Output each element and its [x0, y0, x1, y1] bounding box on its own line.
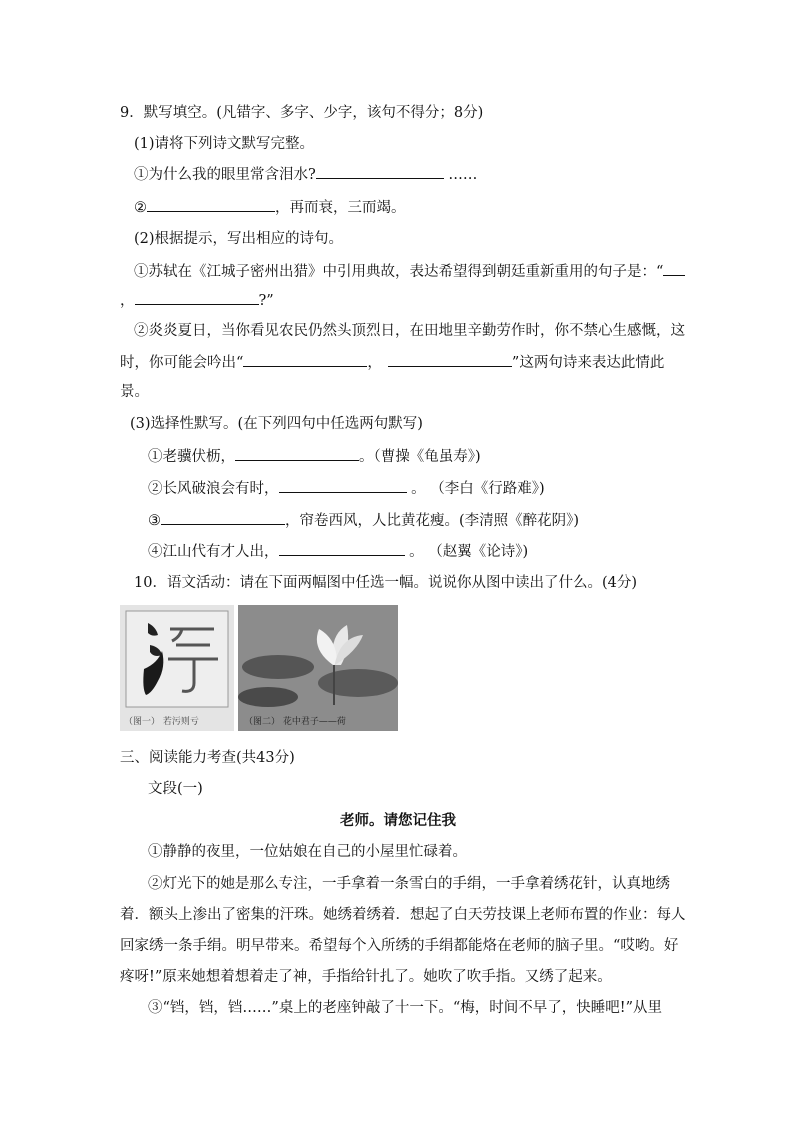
q9-part3-item3	[148, 510, 579, 531]
figure-one[interactable]	[120, 605, 234, 731]
q9-part2-item2-b: ，	[367, 355, 382, 371]
figure-two-caption: （图二） 花中君子——荷	[244, 717, 346, 727]
q9-part2-item1-line2	[120, 290, 274, 311]
q10-heading: 10．语文活动：请在下面两幅图中任选一幅。说说你从图中读出了什么。(4分)	[134, 575, 637, 591]
q9-part2-item2-a: 时，你可能会吟出“	[120, 355, 244, 371]
calligraphy-character-icon	[120, 605, 234, 731]
answer-blank[interactable]	[316, 164, 444, 179]
q10-figures	[120, 605, 398, 731]
answer-blank[interactable]	[243, 352, 367, 367]
passage-p3-line1: ③“铛，铛，铛……”桌上的老座钟敲了十一下。“梅，时间不早了，快睡吧!”从里	[148, 1000, 662, 1016]
passage-p2-line3: 回家绣一条手绢。明早带来。希望每个入所绣的手绢都能烙在老师的脑子里。“哎哟。好	[120, 938, 679, 954]
q9-part2-item1-text: ①苏轼在《江城子密州出猎》中引用典故，表达希望得到朝廷重新重用的句子是：“	[134, 264, 664, 280]
q9-part3-item2-source: 。 （李白《行路难》)	[411, 481, 545, 497]
q9-part2-item2-line2	[120, 352, 664, 373]
q9-part2-item1-comma: ，	[120, 293, 135, 309]
q9-heading: 9．默写填空。(凡错字、多字、少字，该句不得分；8分)	[120, 105, 484, 121]
section3-heading: 三、阅读能力考查(共43分)	[120, 750, 295, 766]
answer-blank[interactable]	[161, 510, 285, 525]
q9-part2-title: (2)根据提示，写出相应的诗句。	[134, 231, 344, 247]
q9-part1-item1	[134, 164, 477, 185]
passage-p1: ①静静的夜里，一位姑娘在自己的小屋里忙碌着。	[148, 844, 467, 860]
q9-part2-item1-line1	[134, 261, 685, 282]
q9-part3-title: (3)选择性默写。(在下列四句中任选两句默写)	[130, 416, 423, 432]
passage-p2-line1: ②灯光下的她是那么专注，一手拿着一条雪白的手绢，一手拿着绣花针，认真地绣	[148, 876, 670, 892]
passage-title: 老师。请您记住我	[340, 812, 456, 829]
answer-blank[interactable]	[388, 352, 512, 367]
answer-blank[interactable]	[279, 478, 407, 493]
q9-part1-item1-ellipsis: ……	[448, 167, 478, 183]
q9-part3-item3-text: ，帘卷西风，人比黄花瘦。(李清照《醉花阴》)	[285, 513, 580, 529]
q9-part2-item2-line3: 景。	[120, 384, 149, 400]
answer-blank[interactable]	[135, 290, 259, 305]
passage-p2-line4: 疼呀!”原来她想着想着走了神，手指给针扎了。她吹了吹手指。又绣了起来。	[120, 969, 612, 985]
answer-blank[interactable]	[663, 261, 685, 276]
q9-part1-item2-text: ，再而衰，三而竭。	[275, 200, 406, 216]
q9-part3-item2-text: ②长风破浪会有时，	[148, 481, 279, 497]
answer-blank[interactable]	[235, 446, 359, 461]
q9-part3-item3-num: ③	[148, 513, 161, 529]
figure-one-caption: （图一） 若污则亏	[124, 717, 199, 727]
section3-subheading: 文段(一)	[148, 781, 203, 797]
q9-part1-item1-text: ①为什么我的眼里常含泪水?	[134, 167, 316, 183]
passage-p2-line2: 着．额头上渗出了密集的汗珠。她绣着绣着．想起了白天劳技课上老师布置的作业：每人	[120, 907, 686, 923]
answer-blank[interactable]	[279, 541, 405, 556]
lotus-flower-icon	[238, 605, 398, 731]
q9-part1-title: (1)请将下列诗文默写完整。	[134, 136, 315, 152]
figure-two[interactable]	[238, 605, 398, 731]
q9-part3-item2	[148, 478, 545, 499]
q9-part3-item4-text: ④江山代有才人出，	[148, 544, 279, 560]
q9-part2-item2-line1: ②炎炎夏日，当你看见农民仍然头顶烈日，在田地里辛勤劳作时，你不禁心生感慨，这	[134, 323, 685, 339]
answer-blank[interactable]	[147, 197, 275, 212]
q9-part2-item2-c: ”这两句诗来表达此情此	[511, 355, 665, 371]
q9-part3-item1-source: 。（曹操《龟虽寿》)	[359, 449, 481, 465]
q9-part2-item1-end: ?”	[258, 293, 274, 309]
q9-part1-item2	[134, 197, 406, 218]
q9-part3-item4-source: 。 （赵翼《论诗》)	[409, 544, 529, 560]
q9-part3-item1-text: ①老骥伏枥，	[148, 449, 235, 465]
q9-part3-item4	[148, 541, 528, 562]
q9-part1-item2-num: ②	[134, 200, 147, 216]
q9-part3-item1	[148, 446, 481, 467]
